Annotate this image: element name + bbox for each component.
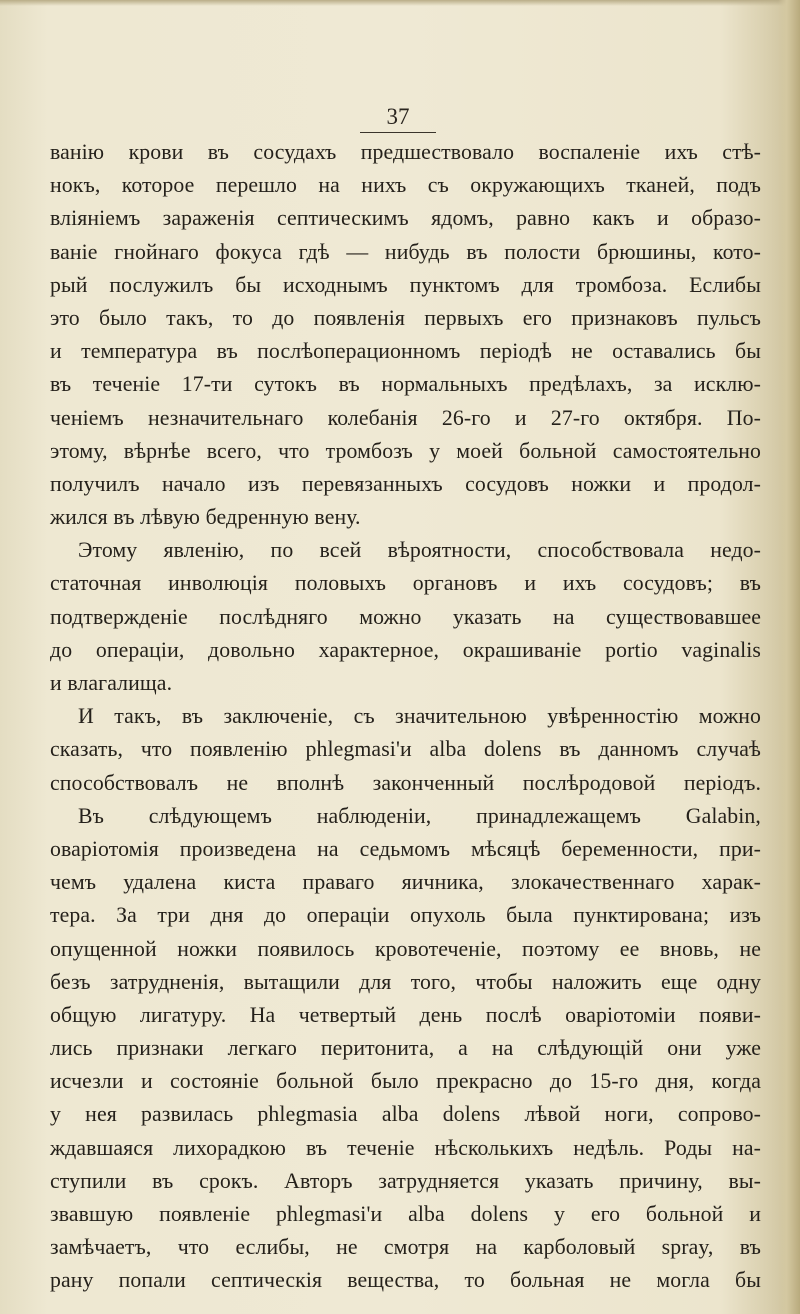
text-line: получилъ начало изъ перевязанныхъ сосудовъ ножки и продол- xyxy=(50,471,761,496)
text-line: звавшую появленіе phlegmasi'и alba dolens у его больной и xyxy=(50,1202,761,1226)
text-line: ступили въ срокъ. Авторъ затрудняется указать причину, вы- xyxy=(50,1168,761,1193)
text-line: способствовалъ не вполнѣ законченный послѣродовой періодъ. xyxy=(50,770,761,795)
text-line: лись признаки легкаго перитонита, а на слѣдующій они уже xyxy=(50,1036,761,1061)
text-line: и влагалища. xyxy=(50,671,173,695)
text-line: и температура въ послѣоперационномъ періодѣ не оставались бы xyxy=(50,339,761,364)
body-text xyxy=(50,136,761,1298)
text-line: ваніе гнойнаго фокуса гдѣ — нибудь въ полости брюшины, кото- xyxy=(50,239,761,264)
text-line: нокъ, которое перешло на нихъ съ окружающихъ тканей, подъ xyxy=(50,173,761,198)
text-line: замѣчаетъ, что еслибы, не смотря на карболовый spray, въ xyxy=(50,1235,761,1260)
text-line: ченіемъ незначительнаго колебанія 26-го и 27-го октября. По- xyxy=(50,405,761,430)
text-line: этому, вѣрнѣе всего, что тромбозъ у моей больной самостоятельно xyxy=(50,438,761,463)
text-line: рый послужилъ бы исходнымъ пунктомъ для тромбоза. Еслибы xyxy=(50,272,761,297)
text-line: И такъ, въ заключеніе, съ значительною увѣренностію можно xyxy=(78,704,761,729)
page-right-edge xyxy=(778,0,800,1314)
text-line: подтвержденіе послѣдняго можно указать на существовавшее xyxy=(50,604,761,629)
text-line: Этому явленію, по всей вѣроятности, способствовала недо- xyxy=(78,538,761,563)
text-line: безъ затрудненія, вытащили для того, чтобы наложить еще одну xyxy=(50,969,761,994)
text-line: чемъ удалена киста праваго яичника, злокачественнаго харак- xyxy=(50,870,761,895)
text-line: жился въ лѣвую бедренную вену. xyxy=(50,505,361,530)
page-number: 37 xyxy=(360,104,436,133)
text-line: статочная инволюція половыхъ органовъ и ихъ сосудовъ; въ xyxy=(50,571,761,596)
text-line: въ теченіе 17-ти сутокъ въ нормальныхъ предѣлахъ, за исклю- xyxy=(50,372,761,397)
text-line: ждавшаяся лихорадкою въ теченіе нѣсколькихъ недѣль. Роды на- xyxy=(50,1135,761,1160)
text-line: оваріотомія произведена на седьмомъ мѣсяцѣ беременности, при- xyxy=(50,836,761,861)
text-line: это было такъ, то до появленія первыхъ его признаковъ пульсъ xyxy=(50,305,761,330)
text-line: сказать, что появленію phlegmasi'и alba dolens въ данномъ случаѣ xyxy=(50,737,761,762)
text-line: опущенной ножки появилось кровотеченіе, поэтому ее вновь, не xyxy=(50,936,761,961)
text-line: исчезли и состояніе больной было прекрасно до 15-го дня, когда xyxy=(50,1069,761,1094)
page-top-edge xyxy=(0,0,800,6)
text-line: до операціи, довольно характерное, окрашиваніе portio vaginalis xyxy=(50,637,761,662)
text-line: рану попали септическія вещества, то больная не могла бы xyxy=(50,1268,761,1293)
text-line: общую лигатуру. На четвертый день послѣ оваріотоміи появи- xyxy=(50,1002,761,1027)
text-line: вліяніемъ зараженія септическимъ ядомъ, равно какъ и образо- xyxy=(50,206,761,231)
text-line: тера. За три дня до операціи опухоль была пунктирована; изъ xyxy=(50,903,761,928)
text-line: у нея развилась phlegmasia alba dolens лѣвой ноги, сопрово- xyxy=(50,1102,761,1127)
text-line: Въ слѣдующемъ наблюденіи, принадлежащемъ Galabin, xyxy=(78,803,761,828)
text-line: ванію крови въ сосудахъ предшествовало воспаленіе ихъ стѣ- xyxy=(50,140,761,164)
